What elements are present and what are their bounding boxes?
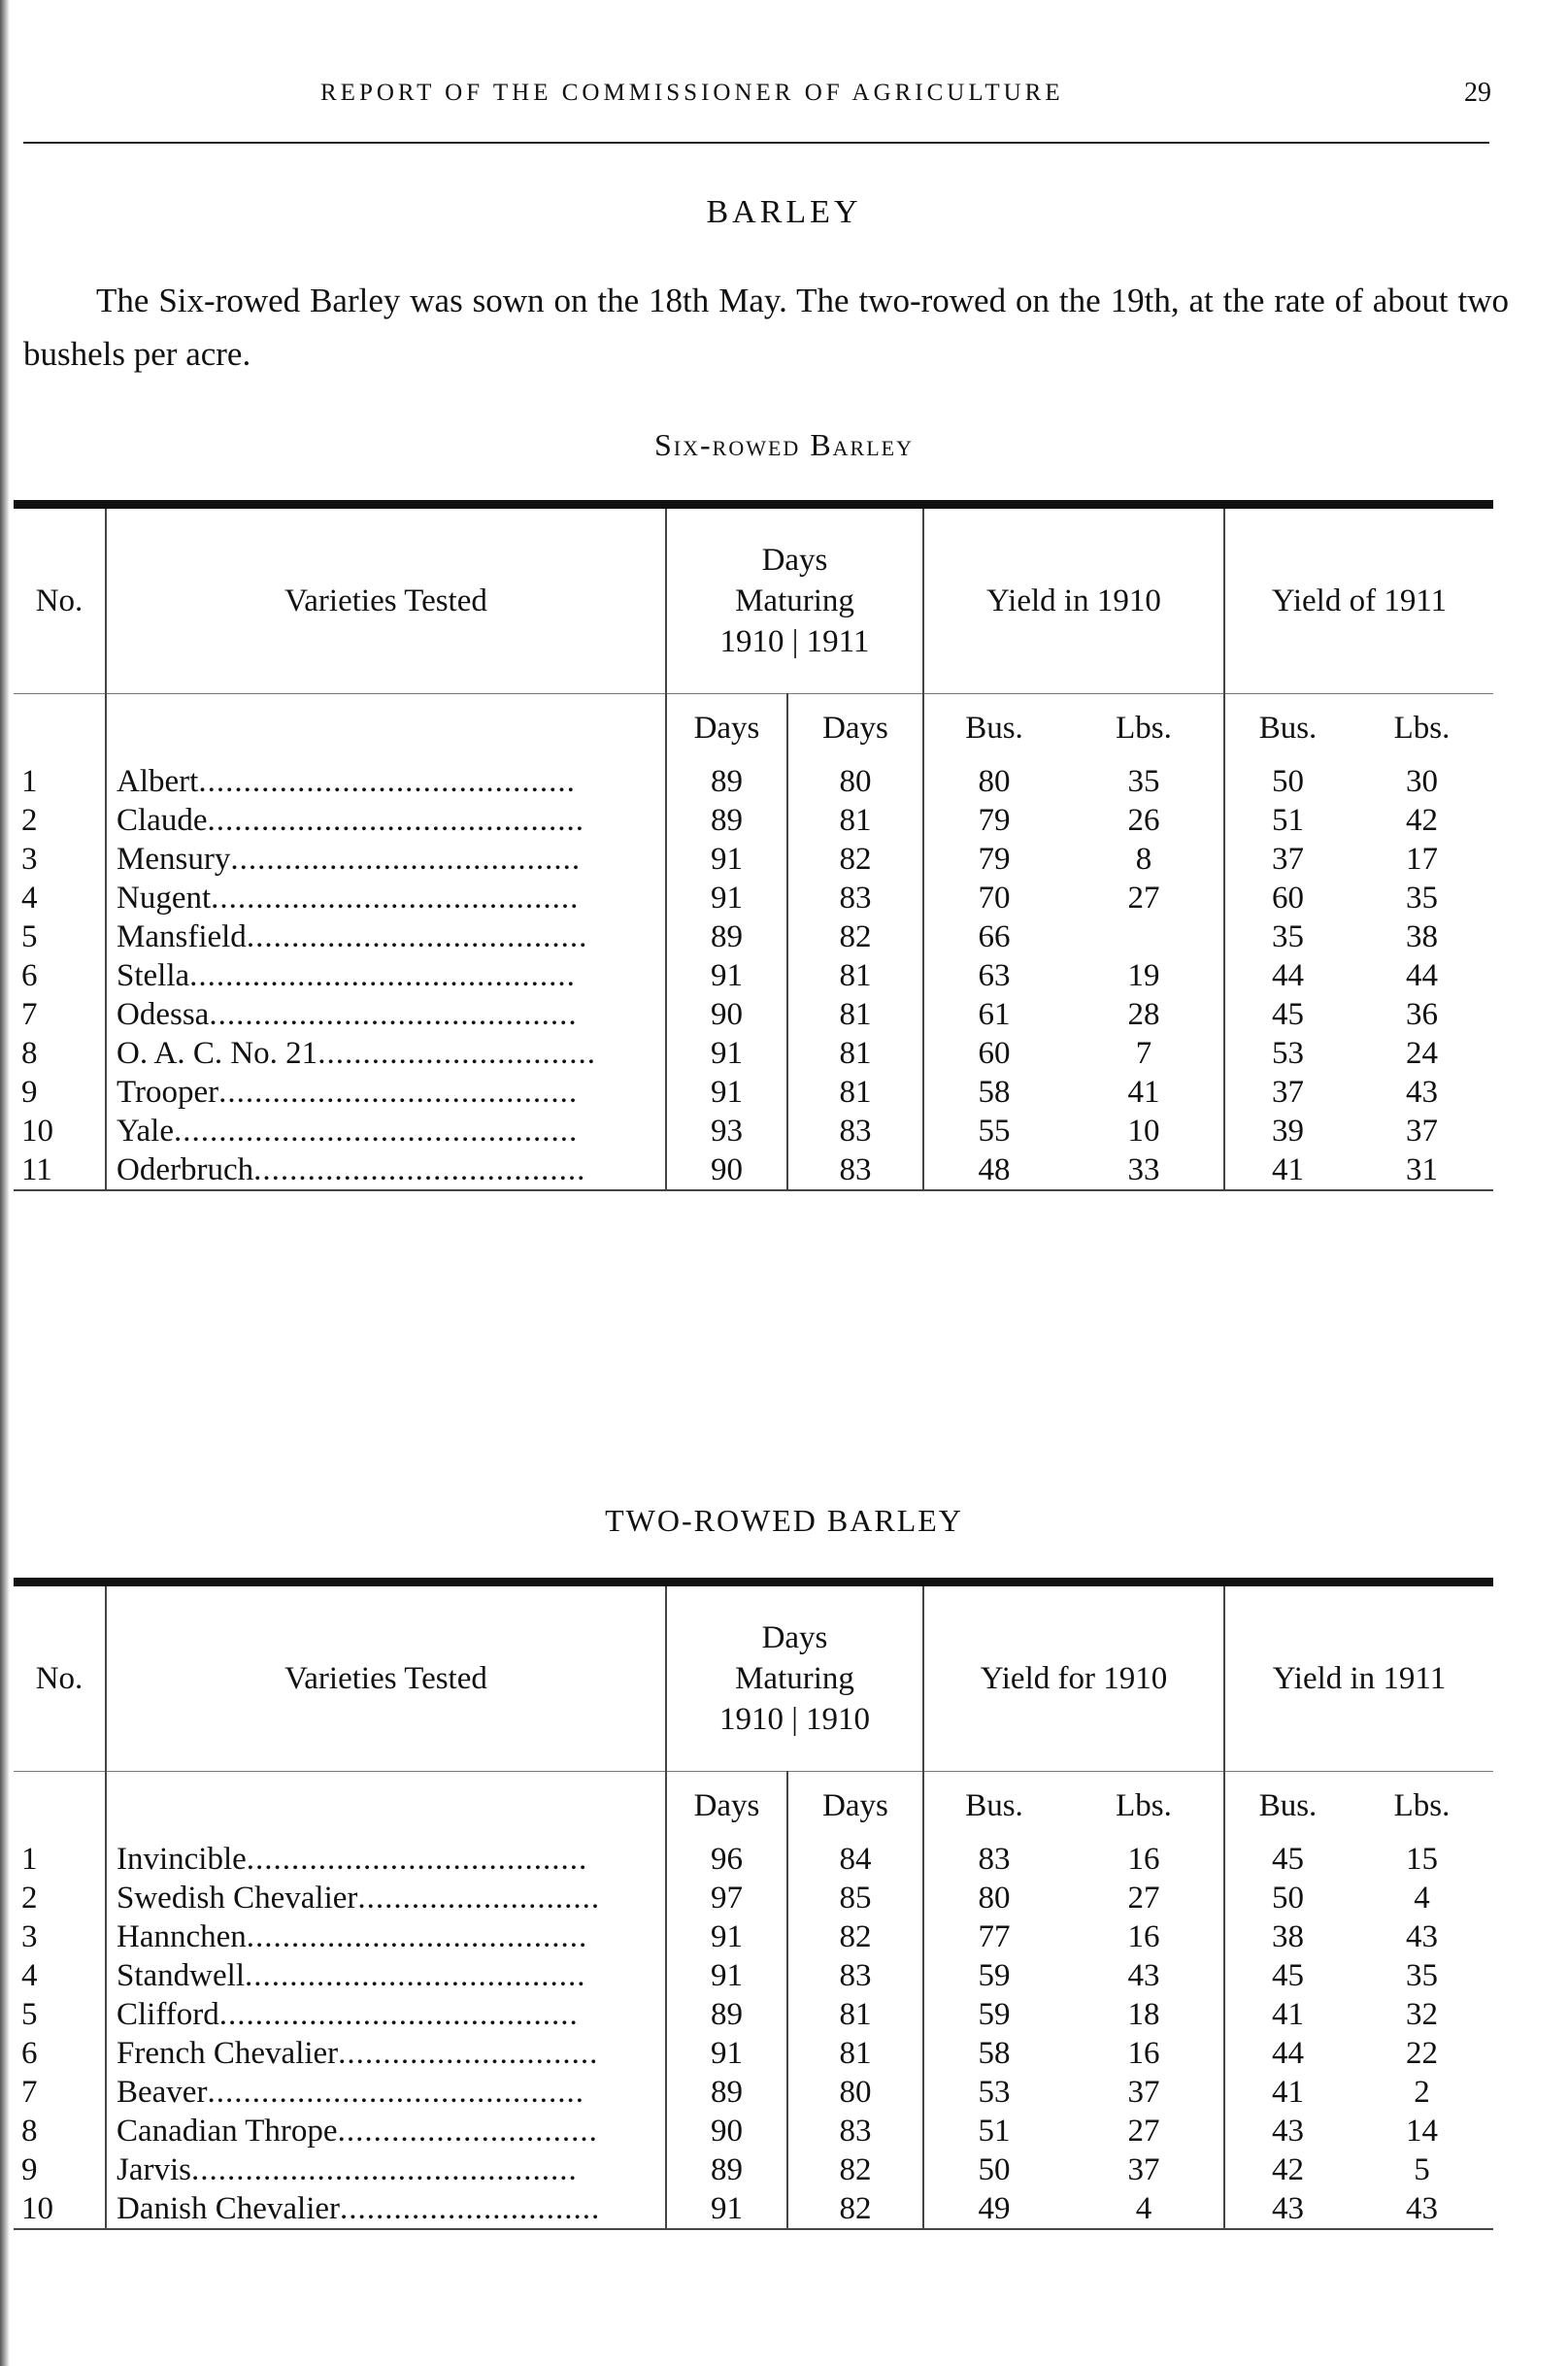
yield-b-bus: 60 (1224, 879, 1351, 917)
yield-b-lbs: 38 (1406, 919, 1438, 954)
variety-label: Nugent (117, 881, 212, 916)
days-1910: 91 (666, 1917, 787, 1956)
yield-b-lbs: 31 (1406, 1152, 1438, 1187)
days-second: 85 (787, 1879, 923, 1917)
row-number: 5 (21, 1997, 38, 2032)
days-1910: 91 (666, 1073, 787, 1112)
leader-dots: ....................................... (230, 842, 582, 877)
variety-label: O. A. C. No. 21 (117, 1036, 318, 1071)
yield-b-lbs: 17 (1406, 842, 1438, 877)
yield-a-bus: 49 (923, 2189, 1064, 2229)
yield-a-lbs: 27 (1127, 1881, 1160, 1916)
table-row (14, 1112, 1493, 1150)
variety-label: Beaver (117, 2075, 208, 2110)
days-second: 83 (787, 1150, 923, 1190)
variety-name (106, 2112, 666, 2150)
yield-a-bus: 59 (923, 1956, 1064, 1995)
yield-a-bus: 79 (923, 840, 1064, 879)
yield-b-lbs: 4 (1414, 1881, 1430, 1916)
table-row (14, 1840, 1493, 1879)
yield-a-bus: 70 (923, 879, 1064, 917)
days-second: 83 (787, 879, 923, 917)
yield-b-lbs: 22 (1406, 2036, 1438, 2071)
table-row (14, 801, 1493, 840)
yield-a-lbs: 10 (1127, 1114, 1160, 1149)
table-row (14, 1879, 1493, 1917)
running-head: REPORT OF THE COMMISSIONER OF AGRICULTURE (320, 80, 1064, 106)
header-days-years: 1910 | 1911 (719, 624, 870, 659)
unit-days-1: Days (666, 1772, 787, 1841)
row-number: 8 (21, 1036, 38, 1071)
days-1910: 89 (666, 917, 787, 956)
variety-label: French Chevalier (117, 2036, 339, 2071)
leader-dots: ........................................ (218, 1997, 579, 2032)
table-row (14, 2112, 1493, 2150)
variety-label: Stella (117, 958, 190, 993)
leader-dots: ........................................... (189, 958, 576, 993)
unit-bus-2: Bus. (1224, 694, 1351, 763)
yield-b-bus: 53 (1224, 1034, 1351, 1073)
yield-a-lbs: 27 (1127, 2114, 1160, 2149)
yield-b-bus: 43 (1224, 2112, 1351, 2150)
leader-dots: ..................................... (253, 1152, 586, 1187)
days-1910: 89 (666, 762, 787, 801)
yield-a-bus: 48 (923, 1150, 1064, 1190)
yield-a-bus: 55 (923, 1112, 1064, 1150)
days-1910: 91 (666, 956, 787, 995)
days-1910: 91 (666, 879, 787, 917)
table-row (14, 1034, 1493, 1073)
variety-name (106, 1034, 666, 1073)
yield-b-lbs: 43 (1406, 1919, 1438, 1954)
header-days-maturing (666, 1586, 923, 1772)
variety-label: Clifford (117, 1997, 219, 2032)
leader-dots: ...................................... (244, 1958, 586, 1993)
page-number: 29 (1464, 78, 1491, 108)
yield-b-lbs: 14 (1406, 2114, 1438, 2149)
leader-dots: ...................................... (246, 919, 588, 954)
header-yield-a: Yield for 1910 (923, 1586, 1224, 1772)
days-1910: 96 (666, 1840, 787, 1879)
header-days-line1: Days (761, 543, 828, 578)
unit-bus-1: Bus. (923, 1772, 1064, 1841)
unit-bus-1: Bus. (923, 694, 1064, 763)
section-title: BARLEY (706, 194, 862, 230)
table-row (14, 840, 1493, 879)
days-second: 81 (787, 1034, 923, 1073)
variety-name (106, 801, 666, 840)
variety-name (106, 1917, 666, 1956)
days-1910: 93 (666, 1112, 787, 1150)
variety-name (106, 2034, 666, 2073)
leader-dots: ........................................... (191, 2152, 578, 2187)
days-1910: 89 (666, 2073, 787, 2112)
days-second: 82 (787, 1917, 923, 1956)
yield-a-bus: 83 (923, 1840, 1064, 1879)
header-varieties: Varieties Tested (106, 509, 666, 694)
page-edge-shadow (0, 0, 10, 2366)
yield-b-bus: 41 (1224, 2073, 1351, 2112)
yield-b-bus: 41 (1224, 1995, 1351, 2034)
yield-a-lbs: 37 (1127, 2152, 1160, 2187)
variety-label: Claude (117, 803, 208, 838)
yield-b-bus: 50 (1224, 1879, 1351, 1917)
yield-b-lbs: 37 (1406, 1114, 1438, 1149)
yield-a-bus: 66 (923, 917, 1064, 956)
variety-name (106, 2189, 666, 2229)
leader-dots: ............................... (317, 1036, 596, 1071)
variety-name (106, 1073, 666, 1112)
days-second: 82 (787, 917, 923, 956)
unit-lbs-2: Lbs. (1393, 1787, 1451, 1823)
yield-a-lbs: 35 (1127, 764, 1160, 799)
variety-label: Jarvis (117, 2152, 191, 2187)
variety-label: Mansfield (117, 919, 247, 954)
leader-dots: ........................................ (218, 1075, 579, 1110)
days-1910: 91 (666, 1034, 787, 1073)
leader-dots: ...................................... (246, 1842, 588, 1877)
yield-b-lbs: 30 (1406, 764, 1438, 799)
variety-name (106, 1840, 666, 1879)
table-row (14, 1956, 1493, 1995)
variety-name (106, 879, 666, 917)
leader-dots: ......................................... (211, 881, 580, 916)
yield-a-lbs: 33 (1127, 1152, 1160, 1187)
days-second: 81 (787, 1995, 923, 2034)
days-second: 83 (787, 1956, 923, 1995)
days-second: 82 (787, 840, 923, 879)
yield-b-bus: 44 (1224, 2034, 1351, 2073)
row-number: 6 (21, 958, 38, 993)
variety-name (106, 956, 666, 995)
yield-b-bus: 45 (1224, 995, 1351, 1034)
days-1910: 91 (666, 2034, 787, 2073)
yield-a-lbs: 28 (1127, 997, 1160, 1032)
leader-dots: ............................. (340, 2191, 601, 2226)
yield-a-lbs: 18 (1127, 1997, 1160, 2032)
variety-label: Yale (117, 1114, 174, 1149)
yield-b-bus: 41 (1224, 1150, 1351, 1190)
yield-a-bus: 80 (923, 762, 1064, 801)
unit-bus-2: Bus. (1224, 1772, 1351, 1841)
variety-name (106, 2150, 666, 2189)
table-row (14, 1073, 1493, 1112)
yield-a-bus: 80 (923, 1879, 1064, 1917)
variety-label: Hannchen (117, 1919, 247, 1954)
unit-lbs-2: Lbs. (1393, 710, 1451, 746)
days-second: 81 (787, 2034, 923, 2073)
yield-b-bus: 37 (1224, 840, 1351, 879)
yield-b-bus: 35 (1224, 917, 1351, 956)
days-second: 83 (787, 2112, 923, 2150)
days-1910: 91 (666, 2189, 787, 2229)
header-yield-a: Yield in 1910 (923, 509, 1224, 694)
row-number: 1 (21, 1842, 38, 1877)
variety-label: Danish Chevalier (117, 2191, 341, 2226)
row-number: 9 (21, 2152, 38, 2187)
table-row (14, 1150, 1493, 1190)
table-row (14, 1995, 1493, 2034)
yield-b-lbs: 42 (1406, 803, 1438, 838)
yield-b-lbs: 15 (1406, 1842, 1438, 1877)
yield-b-lbs: 35 (1406, 881, 1438, 916)
yield-b-lbs: 36 (1406, 997, 1438, 1032)
row-number: 2 (21, 803, 38, 838)
two-rowed-title: TWO-ROWED BARLEY (605, 1503, 963, 1538)
intro-paragraph (23, 274, 1509, 381)
table-row (14, 956, 1493, 995)
variety-name (106, 762, 666, 801)
row-number: 1 (21, 764, 38, 799)
yield-b-lbs: 35 (1406, 1958, 1438, 1993)
yield-a-bus: 51 (923, 2112, 1064, 2150)
yield-b-lbs: 43 (1406, 1075, 1438, 1110)
yield-b-bus: 43 (1224, 2189, 1351, 2229)
row-number: 6 (21, 2036, 38, 2071)
variety-label: Canadian Thrope (117, 2114, 338, 2149)
days-1910: 91 (666, 1956, 787, 1995)
days-1910: 89 (666, 801, 787, 840)
days-second: 83 (787, 1112, 923, 1150)
days-second: 84 (787, 1840, 923, 1879)
variety-name (106, 1956, 666, 1995)
leader-dots: .......................................... (207, 2075, 584, 2110)
variety-label: Invincible (117, 1842, 247, 1877)
header-days-maturing (666, 509, 923, 694)
unit-days-2: Days (787, 1772, 923, 1841)
variety-name (106, 840, 666, 879)
header-rule (23, 142, 1489, 144)
header-yield-b: Yield of 1911 (1224, 509, 1493, 694)
variety-name (106, 995, 666, 1034)
days-1910: 97 (666, 1879, 787, 1917)
header-no: No. (14, 509, 106, 694)
header-yield-b: Yield in 1911 (1224, 1586, 1493, 1772)
yield-a-bus: 58 (923, 1073, 1064, 1112)
table-row (14, 879, 1493, 917)
days-1910: 89 (666, 2150, 787, 2189)
table-row (14, 917, 1493, 956)
yield-a-lbs: 37 (1127, 2075, 1160, 2110)
yield-b-lbs: 43 (1406, 2191, 1438, 2226)
table-row (14, 995, 1493, 1034)
yield-b-lbs: 44 (1406, 958, 1438, 993)
yield-a-bus: 79 (923, 801, 1064, 840)
days-1910: 90 (666, 995, 787, 1034)
leader-dots: .......................................... (198, 764, 576, 799)
row-number: 10 (21, 2191, 53, 2226)
yield-b-bus: 44 (1224, 956, 1351, 995)
days-1910: 90 (666, 1150, 787, 1190)
yield-a-bus: 59 (923, 1995, 1064, 2034)
header-no: No. (14, 1586, 106, 1772)
yield-b-bus: 42 (1224, 2150, 1351, 2189)
days-second: 82 (787, 2189, 923, 2229)
days-second: 81 (787, 801, 923, 840)
table-row (14, 2150, 1493, 2189)
leader-dots: ...................................... (246, 1919, 588, 1954)
leader-dots: .......................................... (207, 803, 584, 838)
variety-name (106, 1879, 666, 1917)
leader-dots: ............................................. (174, 1114, 579, 1149)
days-second: 81 (787, 956, 923, 995)
yield-b-bus: 45 (1224, 1956, 1351, 1995)
unit-days-2: Days (787, 694, 923, 763)
yield-a-lbs: 41 (1127, 1075, 1160, 1110)
unit-lbs-1: Lbs. (1116, 1787, 1172, 1823)
yield-a-lbs: 27 (1127, 881, 1160, 916)
variety-label: Oderbruch (117, 1152, 254, 1187)
yield-a-bus: 60 (923, 1034, 1064, 1073)
variety-label: Swedish Chevalier (117, 1881, 358, 1916)
yield-a-lbs: 26 (1127, 803, 1160, 838)
yield-b-bus: 51 (1224, 801, 1351, 840)
row-number: 7 (21, 2075, 38, 2110)
yield-a-bus: 58 (923, 2034, 1064, 2073)
yield-a-lbs: 43 (1127, 1958, 1160, 1993)
row-number: 4 (21, 881, 38, 916)
yield-a-lbs: 19 (1127, 958, 1160, 993)
row-number: 7 (21, 997, 38, 1032)
yield-a-lbs: 7 (1135, 1036, 1152, 1071)
yield-b-bus: 38 (1224, 1917, 1351, 1956)
yield-b-lbs: 32 (1406, 1997, 1438, 2032)
days-1910: 89 (666, 1995, 787, 2034)
variety-label: Trooper (117, 1075, 219, 1110)
variety-name (106, 1150, 666, 1190)
row-number: 9 (21, 1075, 38, 1110)
yield-a-lbs: 4 (1135, 2191, 1152, 2226)
days-second: 82 (787, 2150, 923, 2189)
leader-dots: ............................. (338, 2036, 599, 2071)
variety-name (106, 2073, 666, 2112)
row-number: 4 (21, 1958, 38, 1993)
header-days-line1: Days (761, 1620, 828, 1655)
six-rowed-title: Six-rowed Barley (654, 427, 914, 462)
row-number: 5 (21, 919, 38, 954)
leader-dots: ........................... (357, 1881, 601, 1916)
yield-a-lbs: 16 (1127, 1842, 1160, 1877)
variety-label: Albert (117, 764, 199, 799)
leader-dots: ............................. (337, 2114, 598, 2149)
table-row (14, 2034, 1493, 2073)
row-number: 10 (21, 1114, 53, 1149)
table-row (14, 762, 1493, 801)
header-varieties: Varieties Tested (106, 1586, 666, 1772)
row-number: 3 (21, 842, 38, 877)
yield-a-bus: 63 (923, 956, 1064, 995)
yield-b-bus: 37 (1224, 1073, 1351, 1112)
variety-label: Mensury (117, 842, 231, 877)
yield-b-bus: 45 (1224, 1840, 1351, 1879)
yield-b-lbs: 5 (1414, 2152, 1430, 2187)
yield-a-bus: 53 (923, 2073, 1064, 2112)
row-number: 8 (21, 2114, 38, 2149)
two-rowed-table (14, 1578, 1493, 2230)
header-days-years: 1910 | 1910 (718, 1702, 871, 1737)
yield-a-lbs (1064, 917, 1224, 956)
intro-text: The Six-rowed Barley was sown on the 18th May. The two-rowed on the 19th, at the rate of about two bushels per acre. (23, 282, 1509, 373)
days-1910: 91 (666, 840, 787, 879)
variety-label: Odessa (117, 997, 210, 1032)
header-days-line2: Maturing (735, 1661, 854, 1696)
row-number: 11 (21, 1152, 52, 1187)
leader-dots: ......................................... (209, 997, 578, 1032)
days-1910: 90 (666, 2112, 787, 2150)
table-row (14, 1917, 1493, 1956)
yield-a-bus: 61 (923, 995, 1064, 1034)
yield-a-bus: 77 (923, 1917, 1064, 1956)
days-second: 80 (787, 2073, 923, 2112)
yield-a-bus: 50 (923, 2150, 1064, 2189)
six-rowed-table (14, 500, 1493, 1191)
days-second: 81 (787, 1073, 923, 1112)
table-row (14, 2073, 1493, 2112)
yield-a-lbs: 16 (1127, 1919, 1160, 1954)
yield-a-lbs: 16 (1127, 2036, 1160, 2071)
variety-name (106, 1995, 666, 2034)
table-row (14, 2189, 1493, 2229)
yield-a-lbs: 8 (1135, 842, 1152, 877)
days-second: 81 (787, 995, 923, 1034)
header-days-line2: Maturing (735, 583, 854, 618)
variety-label: Standwell (117, 1958, 245, 1993)
yield-b-bus: 50 (1224, 762, 1351, 801)
variety-name (106, 917, 666, 956)
unit-lbs-1: Lbs. (1116, 710, 1172, 746)
yield-b-bus: 39 (1224, 1112, 1351, 1150)
row-number: 2 (21, 1881, 38, 1916)
row-number: 3 (21, 1919, 38, 1954)
yield-b-lbs: 24 (1406, 1036, 1438, 1071)
variety-name (106, 1112, 666, 1150)
yield-b-lbs: 2 (1414, 2075, 1430, 2110)
days-second: 80 (787, 762, 923, 801)
unit-days-1: Days (666, 694, 787, 763)
